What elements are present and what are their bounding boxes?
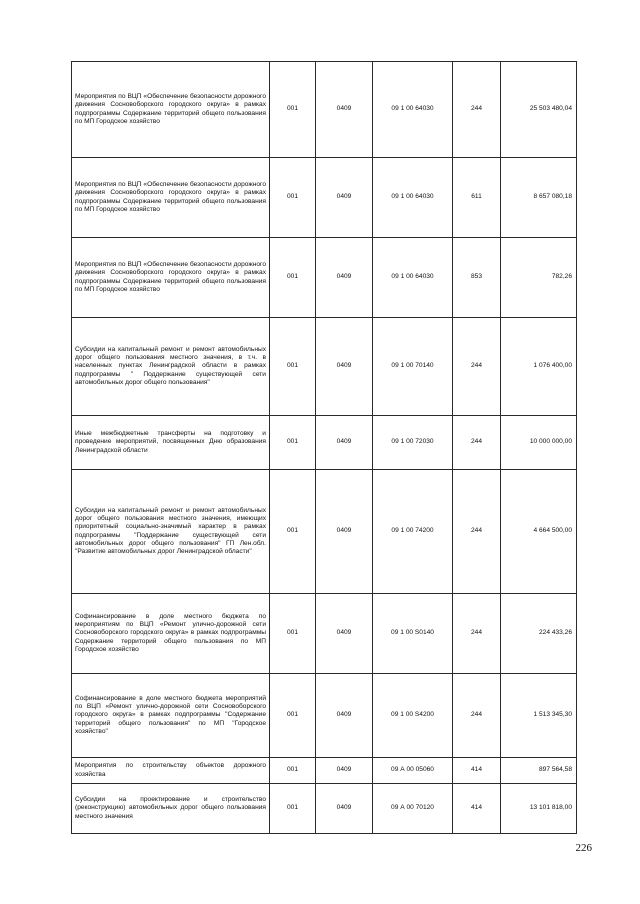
table-row — [72, 594, 577, 674]
row-amount: 782,26 — [501, 238, 577, 318]
row-ved-code: 001 — [270, 318, 316, 416]
row-section-code: 0409 — [316, 62, 373, 158]
row-ved-code: 001 — [270, 784, 316, 834]
row-amount: 10 000 000,00 — [501, 416, 577, 470]
row-description: Софинансирование в доле местного бюджета по мероприятиям по ВЦП «Ремонт улично-дорожной сети Сосновоборского городского округа» в рамках подпрограммы Содержание территорий общего пользования по МП Городское хозяйство — [72, 594, 270, 674]
row-target-code: 09 1 00 64030 — [373, 158, 453, 238]
row-description: Иные межбюджетные трансферты на подготовку и проведение мероприятий, посвященных Дню образования Ленинградской области — [72, 416, 270, 470]
table-row — [72, 758, 577, 784]
table-row — [72, 62, 577, 158]
row-ved-code: 001 — [270, 470, 316, 594]
row-expense-type: 244 — [453, 674, 501, 758]
table-row — [72, 158, 577, 238]
row-section-code: 0409 — [316, 416, 373, 470]
row-expense-type: 244 — [453, 594, 501, 674]
row-description: Субсидии на капитальный ремонт и ремонт автомобильных дорог общего пользования местного значения, в т.ч. в населенных пунктах Ленинградской области в рамках подпрограммы " Поддержание существующей сети автомобильных дорог общего пользования" — [72, 318, 270, 416]
row-section-code: 0409 — [316, 674, 373, 758]
row-amount: 1 076 400,00 — [501, 318, 577, 416]
row-amount: 224 433,26 — [501, 594, 577, 674]
row-expense-type: 244 — [453, 62, 501, 158]
row-ved-code: 001 — [270, 158, 316, 238]
row-section-code: 0409 — [316, 470, 373, 594]
row-ved-code: 001 — [270, 758, 316, 784]
table-row — [72, 238, 577, 318]
row-target-code: 09 1 00 S4200 — [373, 674, 453, 758]
row-description: Мероприятия по строительству объектов дорожного хозяйства — [72, 758, 270, 784]
row-ved-code: 001 — [270, 594, 316, 674]
row-expense-type: 244 — [453, 318, 501, 416]
row-amount: 1 513 345,30 — [501, 674, 577, 758]
row-target-code: 09 1 00 74200 — [373, 470, 453, 594]
row-expense-type: 611 — [453, 158, 501, 238]
table-row — [72, 318, 577, 416]
row-section-code: 0409 — [316, 238, 373, 318]
budget-table — [71, 61, 577, 834]
row-target-code: 09 1 00 64030 — [373, 238, 453, 318]
row-ved-code: 001 — [270, 62, 316, 158]
budget-table-body — [72, 62, 577, 834]
row-target-code: 09 А 00 70120 — [373, 784, 453, 834]
row-section-code: 0409 — [316, 758, 373, 784]
row-expense-type: 414 — [453, 758, 501, 784]
row-amount: 13 101 818,00 — [501, 784, 577, 834]
row-description: Мероприятия по ВЦП «Обеспечение безопасности дорожного движения Сосновоборского городского округа» в рамках подпрограммы Содержание территорий общего пользования по МП Городское хозяйство — [72, 158, 270, 238]
row-ved-code: 001 — [270, 674, 316, 758]
row-expense-type: 853 — [453, 238, 501, 318]
row-expense-type: 244 — [453, 470, 501, 594]
row-ved-code: 001 — [270, 238, 316, 318]
page-number: 226 — [575, 842, 592, 854]
row-expense-type: 414 — [453, 784, 501, 834]
row-amount: 25 503 480,04 — [501, 62, 577, 158]
row-description: Субсидии на проектирование и строительство (реконструкцию) автомобильных дорог общего пользования местного значения — [72, 784, 270, 834]
row-description: Мероприятия по ВЦП «Обеспечение безопасности дорожного движения Сосновоборского городского округа» в рамках подпрограммы Содержание территорий общего пользования по МП Городское хозяйство — [72, 238, 270, 318]
row-section-code: 0409 — [316, 158, 373, 238]
row-target-code: 09 1 00 64030 — [373, 62, 453, 158]
row-section-code: 0409 — [316, 784, 373, 834]
row-description: Софинансирование в доле местного бюджета мероприятий по ВЦП «Ремонт улично-дорожной сети Сосновоборского городского округа» в рамках подпрограммы "Содержание территорий общего пользования" по МП "Городское хозяйство" — [72, 674, 270, 758]
row-target-code: 09 1 00 70140 — [373, 318, 453, 416]
row-amount: 8 657 080,18 — [501, 158, 577, 238]
row-target-code: 09 1 00 S0140 — [373, 594, 453, 674]
row-target-code: 09 А 00 05060 — [373, 758, 453, 784]
row-expense-type: 244 — [453, 416, 501, 470]
row-amount: 4 664 500,00 — [501, 470, 577, 594]
row-section-code: 0409 — [316, 318, 373, 416]
table-row — [72, 416, 577, 470]
row-target-code: 09 1 00 72030 — [373, 416, 453, 470]
row-ved-code: 001 — [270, 416, 316, 470]
row-section-code: 0409 — [316, 594, 373, 674]
row-description: Субсидии на капитальный ремонт и ремонт автомобильных дорог общего пользования местного значения, имеющих приоритетный социально-значимый характер в рамках подпрограммы "Поддержание существующей сети автомобильных дорог общего пользования" ГП Лен.обл. "Развитие автомобильных дорог Ленинградской области" — [72, 470, 270, 594]
table-row — [72, 784, 577, 834]
row-description: Мероприятия по ВЦП «Обеспечение безопасности дорожного движения Сосновоборского городского округа» в рамках подпрограммы Содержание территорий общего пользования по МП Городское хозяйство — [72, 62, 270, 158]
table-row — [72, 470, 577, 594]
row-amount: 897 564,58 — [501, 758, 577, 784]
table-row — [72, 674, 577, 758]
